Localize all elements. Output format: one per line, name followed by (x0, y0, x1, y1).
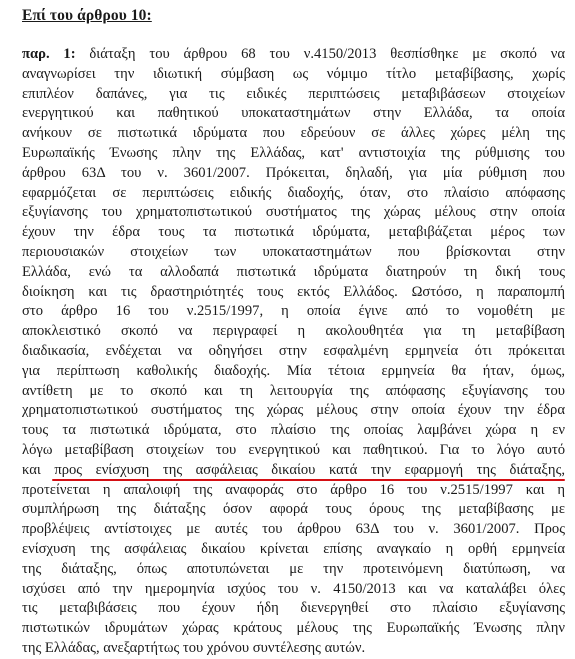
text-line-25: προβλέψεις αντίστοιχες με αυτές του άρθρου 63Δ του ν. 3601/2007. Προς (22, 521, 565, 538)
text-line-11: περιουσιακών στοιχείων των υποκαταστημάτων που βρίσκονται στην (22, 243, 565, 260)
text-line-10: έχουν την έδρα τους τα πιστωτικά ιδρύματα, μεταβιβάζεται μέρος των (22, 224, 565, 241)
text-line-26: ενίσχυση της ασφάλειας δικαίου κρίνεται επίσης αναγκαίο η ορθή ερμηνεία (22, 540, 565, 557)
text-line-18: αντίθετη με το σκοπό και τη λειτουργία της απόφασης εξυγίανσης του (22, 382, 565, 399)
highlighted-phrase: προς ενίσχυση της ασφάλειας δικαίου κατά την εφαρμογή της διάταξης, (54, 461, 565, 478)
text-line-14: στο άρθρο 16 του ν.2515/1997, η οποία έγινε από το νομοθέτη με (22, 303, 565, 320)
text-line-19: χρηματοπιστωτικού συστήματος της χώρας μέλους στην οποία έχουν την έδρα (22, 402, 565, 419)
paragraph-1 (22, 45, 565, 659)
text-line-6: Ευρωπαϊκής Ένωσης πλην της Ελλάδας, κατ' αντιστοιχία της ρύθμισης του (22, 144, 565, 161)
text-line-24: συμπλήρωση της διάταξης όσον αφορά τους όρους της μεταβίβασης με (22, 501, 565, 518)
text-line-7: άρθρου 63Δ του ν. 3601/2007. Πρόκειται, δηλαδή, για μία ρύθμιση που (22, 164, 565, 181)
text-line-1: παρ. 1: διάταξη του άρθρου 68 του ν.4150/2013 θεσπίσθηκε με σκοπό να (22, 46, 566, 62)
text-line-5: ανήκουν σε πιστωτικά ιδρύματα που εδρεύουν σε άλλες χώρες μέλη της (22, 125, 565, 142)
text-line-3: επιπλέον δαπάνες, για τις ειδικές περιπτώσεις μεταβιβάσεων στοιχείων (22, 85, 565, 102)
text-line-22: και προς ενίσχυση της ασφάλειας δικαίου κατά την εφαρμογή της διάταξης, (22, 461, 565, 478)
text-line-21: λόγω μεταβίβαση στοιχείων του ενεργητικού και παθητικού. Για το λόγο αυτό (22, 441, 565, 458)
paragraph-label: παρ. 1: (22, 46, 76, 62)
section-heading: Επί του άρθρου 10: (22, 7, 152, 24)
text-line-2: αναγνωρίσει την ιδιωτική σύμβαση ως νόμιμο τίτλο μεταβίβασης, χωρίς (22, 65, 565, 82)
text-line-12: Ελλάδα, ενώ τα αλλοδαπά πιστωτικά ιδρύματα διατηρούν τη δική τους (22, 263, 565, 280)
text-line-8: εφαρμόζεται σε περιπτώσεις ειδικής διαδοχής, όταν, στο πλαίσιο απόφασης (22, 184, 565, 201)
text-line-16: διαδικασία, ενδέχεται να οδηγήσει στην εσφαλμένη ερμηνεία ότι πρόκειται (22, 342, 565, 359)
text-line-23: προτείνεται η απαλοιφή της αναφοράς στο άρθρο 16 του ν.2515/1997 και η (22, 481, 565, 498)
text-line-29: τις μεταβιβάσεις που έχουν ήδη διενεργηθεί στο πλαίσιο εξυγίανσης (22, 600, 565, 617)
text-line-20: τους τα πιστωτικά ιδρύματα, στο πλαίσιο της οποίας λαμβάνει χώρα η εν (22, 422, 565, 439)
text-line-9: εξυγίανσης του χρηματοπιστωτικού συστήματος της χώρας μέλους στην οποία (22, 204, 565, 221)
text-line-15: αποκλειστικό σκοπό να περιγραφεί η ακολουθητέα για τη μεταβίβαση (22, 323, 565, 340)
text-line-17: για περίπτωση καθολικής διαδοχής. Μία τέτοια ερμηνεία θα ήταν, όμως, (22, 362, 565, 379)
text-line-13: διοίκηση και τις δραστηριότητές τους εκτός Ελλάδος. Ωστόσο, η παραπομπή (22, 283, 565, 300)
text-line-30: πιστωτικών ιδρυμάτων χώρας κράτους μέλους της Ευρωπαϊκής Ένωσης πλην (22, 620, 565, 637)
text-line-31: της Ελλάδας, ανεξαρτήτως του χρόνου συντέλεσης αυτών. (22, 639, 366, 656)
text-line-27: της διάταξης, όπως αποτυπώνεται με την προτεινόμενη διατύπωση, να (22, 560, 565, 577)
text-line-4: ενεργητικού και παθητικού υποκαταστημάτων στην Ελλάδα, τα οποία (22, 105, 565, 122)
text-line-28: ισχύσει από την ημερομηνία ισχύος του ν. 4150/2013 και να καταλάβει όλες (22, 580, 565, 597)
